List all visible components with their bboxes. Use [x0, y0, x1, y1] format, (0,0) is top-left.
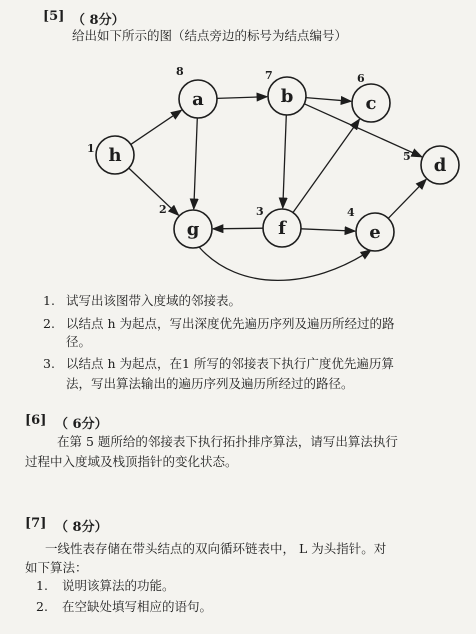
q7-item-2-text: 在空缺处填写相应的语句。 [62, 599, 213, 614]
q5-item-3-line-1: 以结点 h 为起点，在1 所写的邻接表下执行广度优先遍历算 [66, 356, 394, 371]
q5-score: （ 8分） [72, 13, 125, 28]
edge-f-c [293, 119, 359, 212]
edge-f-e [301, 229, 355, 231]
node-index-g: 2 [159, 203, 167, 216]
edge-h-a [131, 110, 182, 144]
q7-number: [7] [25, 516, 47, 531]
q7-item-1-number: 1. [36, 578, 48, 593]
q5-item-2-number: 2. [43, 316, 55, 331]
q7-item-1-text: 说明该算法的功能。 [62, 578, 175, 593]
node-label-d: d [433, 155, 447, 176]
node-label-c: c [365, 93, 377, 114]
q5-item-1-number: 1. [43, 293, 55, 308]
q6-number: [6] [25, 413, 47, 428]
node-index-d: 5 [403, 150, 411, 163]
node-index-b: 7 [265, 69, 273, 82]
edge-g-e [199, 247, 371, 280]
node-label-b: b [280, 86, 294, 107]
node-index-h: 1 [87, 142, 95, 155]
edge-a-g [194, 118, 198, 209]
q7-item-2-number: 2. [36, 599, 48, 614]
q6-line-2: 过程中入度域及栈顶指针的变化状态。 [25, 454, 238, 469]
q6-score: （ 6分） [55, 417, 108, 432]
q5-number: [5] [43, 9, 65, 24]
edge-b-f [283, 115, 287, 208]
q7-line-2: 如下算法： [25, 560, 88, 575]
node-label-a: a [192, 89, 204, 110]
q7-line-1: 一线性表存储在带头结点的双向循环链表中， L 为头指针。对 [45, 541, 387, 556]
node-index-e: 4 [347, 206, 355, 219]
q5-item-2-line-1: 以结点 h 为起点，写出深度优先遍历序列及遍历所经过的路 [66, 316, 395, 331]
node-label-e: e [369, 222, 381, 243]
node-index-c: 6 [357, 72, 365, 85]
edge-b-c [306, 98, 351, 102]
q5-item-1-text: 试写出该图带入度域的邻接表。 [66, 293, 242, 308]
edge-a-b [217, 97, 267, 99]
q6-line-1: 在第 5 题所给的邻接表下执行拓扑排序算法，请写出算法执行 [57, 434, 398, 449]
q5-intro: 给出如下所示的图（结点旁边的标号为结点编号） [72, 28, 348, 43]
node-label-g: g [186, 219, 200, 240]
q5-item-3-line-2: 法，写出算法输出的遍历序列及遍历所经过的路径。 [66, 376, 354, 391]
edge-h-g [129, 168, 179, 215]
edge-e-d [388, 179, 426, 218]
node-label-h: h [108, 145, 122, 166]
node-label-f: f [278, 218, 286, 239]
q5-item-3-number: 3. [43, 356, 55, 371]
q7-score: （ 8分） [55, 520, 108, 535]
edge-f-g [213, 228, 263, 229]
q5-item-2-line-2: 径。 [66, 334, 92, 349]
directed-graph [0, 0, 476, 290]
node-index-a: 8 [176, 65, 184, 78]
node-index-f: 3 [256, 205, 264, 218]
